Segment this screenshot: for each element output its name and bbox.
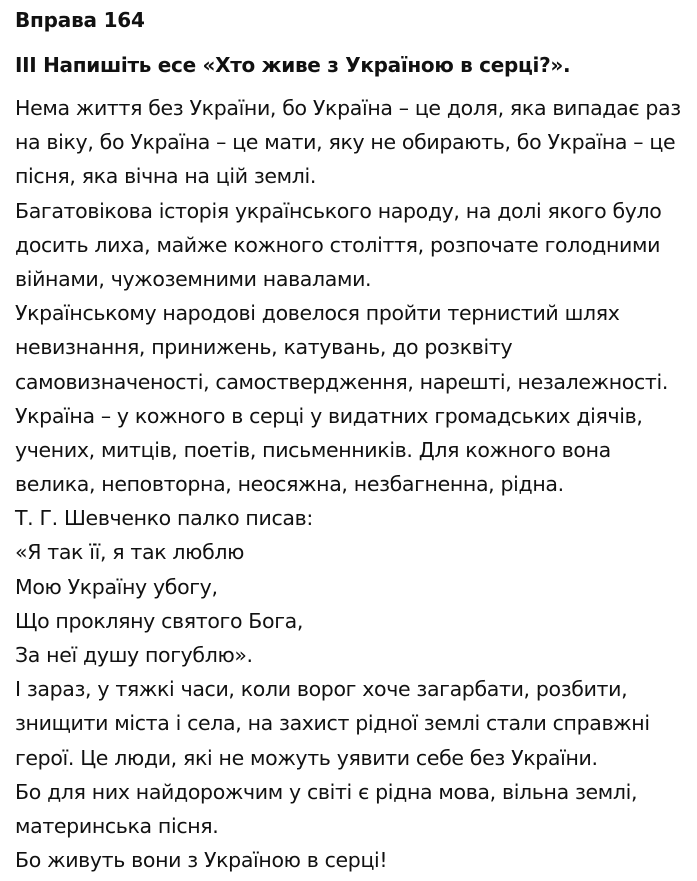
exercise-title: Вправа 164: [15, 8, 145, 32]
poem-line: Що прокляну святого Бога,: [15, 608, 304, 633]
essay-line: пісня, яка вічна на цій землі.: [15, 164, 317, 189]
poem-line: За неї душу погублю».: [15, 643, 253, 667]
essay-line: невизнання, принижень, катувань, до розквіту: [15, 335, 513, 360]
essay-line: Багатовікова історія українського народу, на долі якого було: [15, 198, 662, 223]
essay-line: велика, неповторна, неосяжна, незбагненна, рідна.: [15, 472, 564, 497]
essay-line: знищити міста і села, на захист рідної землі стали справжні: [15, 711, 650, 736]
essay-line: учених, митців, поетів, письменників. Для кожного вона: [15, 437, 611, 462]
task-heading: ІІІ Напишіть есе «Хто живе з Україною в серці?».: [15, 53, 571, 77]
essay-line: на віку, бо Україна – це мати, яку не обирають, бо Україна – це: [15, 130, 676, 155]
essay-line: війнами, чужоземними навалами.: [15, 266, 372, 291]
essay-line: Бо живуть вони з Україною в серці!: [15, 848, 388, 873]
essay-line: герої. Це люди, які не можуть уявити себе без України.: [15, 745, 598, 770]
essay-line: Бо для них найдорожчим у світі є рідна мова, вільна землі,: [15, 779, 638, 804]
essay-line: Українському народові довелося пройти тернистий шлях: [15, 301, 620, 326]
essay-line: досить лиха, майже кожного століття, розпочате голодними: [15, 232, 661, 257]
essay-line: материнська пісня.: [15, 813, 219, 838]
essay-line: І зараз, у тяжкі часи, коли ворог хоче загарбати, розбити,: [15, 677, 628, 702]
poem-line: «Я так її, я так люблю: [15, 540, 245, 565]
essay-line: Т. Г. Шевченко палко писав:: [15, 506, 313, 531]
poem-line: Мою Україну убогу,: [15, 574, 218, 599]
essay-line: Нема життя без України, бо Україна – це доля, яка випадає раз: [15, 96, 681, 120]
essay-line: самовизначеності, самоствердження, нарешті, незалежності.: [15, 369, 669, 394]
essay-line: Україна – у кожного в серці у видатних громадських діячів,: [15, 403, 643, 428]
essay-body: [15, 91, 687, 877]
